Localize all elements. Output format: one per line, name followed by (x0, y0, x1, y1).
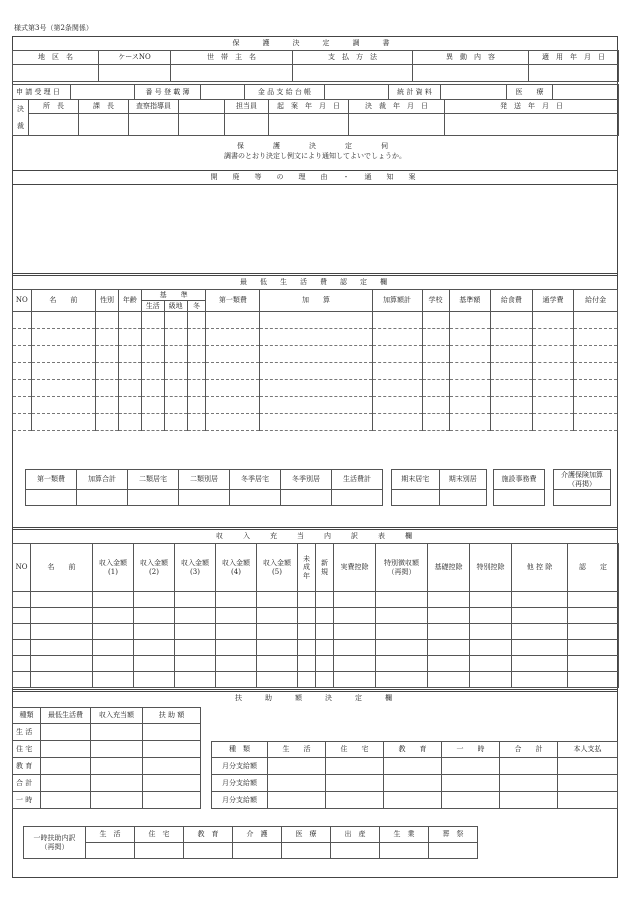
application-date-value[interactable] (71, 85, 135, 100)
period-table (391, 469, 487, 506)
aid-row-housing: 住 宅 (13, 741, 41, 758)
ledger-label: 金 品 支 給 台 帳 (245, 85, 325, 100)
aid-row-education: 教 育 (13, 758, 41, 775)
ledger-value[interactable] (325, 85, 389, 100)
change-content-label: 異 動 内 容 (413, 51, 529, 65)
registry-label: 番 号 登 載 簿 (135, 85, 201, 100)
inc-col-special-deduction: 特別控除 (470, 544, 512, 592)
mon-row-1: 月分支給額 (212, 758, 268, 775)
reason-text-area[interactable] (15, 187, 615, 271)
header-table (12, 50, 619, 82)
proposal-title: 保 護 決 定 伺 (237, 142, 393, 150)
table-row[interactable] (13, 640, 619, 656)
temporary-aid-table (23, 826, 478, 859)
aid-col-type: 種類 (13, 708, 41, 724)
aid-row-total: 合 計 (13, 775, 41, 792)
table-row[interactable] (13, 656, 619, 672)
col-base-amount: 基準額 (449, 290, 491, 312)
sum-type2-sep: 二類別居 (179, 470, 230, 490)
sum-life-total: 生活費計 (332, 470, 383, 490)
payment-method-label: 支 払 方 法 (293, 51, 413, 65)
decision-date-value[interactable] (349, 114, 445, 136)
table-row[interactable] (13, 592, 619, 608)
draft-date-label: 起 案 年 月 日 (269, 100, 349, 114)
registry-value[interactable] (201, 85, 245, 100)
temp-col-livelihood: 生 業 (380, 827, 429, 843)
table-row[interactable] (13, 329, 618, 346)
mon-col-temporary: 一 時 (442, 742, 500, 758)
application-date-label: 申 請 受 理 日 (13, 85, 71, 100)
caseworker-stamp[interactable] (225, 114, 269, 136)
section-chief-label: 課 長 (79, 100, 129, 114)
col-age: 年齢 (119, 290, 142, 312)
aid-row-life: 生 活 (13, 724, 41, 741)
send-date-value[interactable] (445, 114, 619, 136)
approval-table (12, 99, 619, 136)
form-id: 様式第3号（第2条関係） (14, 24, 93, 32)
inspector-label: 査察指導員 (129, 100, 179, 114)
mon-col-self-pay: 本人支払 (558, 742, 618, 758)
inc-col-basic-deduction: 基礎控除 (428, 544, 470, 592)
table-row[interactable] (13, 363, 618, 380)
payment-method-value[interactable] (293, 65, 413, 82)
inc-col-amt5: 収入金額 (5) (257, 544, 298, 592)
district-label: 地 区 名 (13, 51, 99, 65)
draft-date-value[interactable] (269, 114, 349, 136)
table-row[interactable] (13, 624, 619, 640)
case-no-label: ケースNO (99, 51, 171, 65)
temp-col-care: 介 護 (233, 827, 282, 843)
householder-value[interactable] (171, 65, 293, 82)
district-value[interactable] (13, 65, 99, 82)
table-row[interactable] (13, 608, 619, 624)
col-type1: 第一類費 (206, 290, 260, 312)
col-commute: 通学費 (532, 290, 574, 312)
mon-col-life: 生 活 (268, 742, 326, 758)
mon-col-total: 合 計 (500, 742, 558, 758)
care-table (553, 469, 611, 506)
temp-col-birth: 出 産 (331, 827, 380, 843)
table-row[interactable] (13, 414, 618, 431)
sum-addition: 加算合計 (77, 470, 128, 490)
aid-col-income: 収入充当額 (91, 708, 143, 724)
caseworker-label: 担当員 (225, 100, 269, 114)
form-frame (12, 36, 618, 878)
sum-period-sep: 期末別居 (439, 470, 487, 490)
inc-col-amt2: 収入金額 (2) (134, 544, 175, 592)
inspector-stamp[interactable] (129, 114, 179, 136)
facility-table (493, 469, 545, 506)
proposal-sub: 調書のとおり決定し例文により通知してよいでしょうか。 (224, 152, 406, 160)
aid-col-amount: 扶 助 額 (143, 708, 201, 724)
monthly-table (211, 741, 618, 809)
registry-table (12, 84, 619, 100)
inc-col-approval: 認 定 (568, 544, 619, 592)
approval-label: 決 裁 (13, 100, 29, 136)
col-standard: 基 準 (141, 290, 205, 301)
reason-title: 開 廃 等 の 理 由 ・ 通 知 案 (210, 173, 420, 181)
temp-col-life: 生 活 (86, 827, 135, 843)
temp-col-funeral: 葬 祭 (429, 827, 478, 843)
col-winter: 冬 (187, 301, 206, 312)
inc-col-new: 新 規 (316, 544, 334, 592)
summary-table (25, 469, 383, 506)
table-row[interactable] (13, 672, 619, 688)
inc-col-minor: 未 成 年 (298, 544, 316, 592)
mon-col-type: 種 類 (212, 742, 268, 758)
table-row[interactable] (13, 397, 618, 414)
director-stamp[interactable] (29, 114, 79, 136)
col-addition: 加 算 (260, 290, 372, 312)
mon-row-2: 月分支給額 (212, 775, 268, 792)
table-row[interactable] (13, 346, 618, 363)
statistics-label: 統 計 資 料 (389, 85, 441, 100)
case-no-value[interactable] (99, 65, 171, 82)
inc-col-amt3: 収入金額 (3) (175, 544, 216, 592)
apply-date-value[interactable] (529, 65, 619, 82)
temp-col-housing: 住 宅 (135, 827, 184, 843)
minlife-table (12, 289, 618, 431)
sum-type1: 第一類費 (26, 470, 77, 490)
col-life: 生活 (141, 301, 164, 312)
aid-col-minlife: 最低生活費 (41, 708, 91, 724)
statistics-value[interactable] (441, 85, 507, 100)
col-no: NO (13, 290, 32, 312)
minlife-title: 最 低 生 活 費 認 定 欄 (240, 278, 390, 286)
chief-stamp[interactable] (79, 114, 129, 136)
sum-period-home: 期末居宅 (392, 470, 440, 490)
mon-col-education: 教 育 (384, 742, 442, 758)
sum-type2-home: 二類居宅 (128, 470, 179, 490)
sum-facility: 施設事務費 (494, 470, 545, 490)
col-name: 名 前 (31, 290, 95, 312)
temp-aid-label: 一時扶助内訳 （再掲） (24, 827, 86, 859)
sum-care-insurance: 介護保険加算 （再掲） (554, 470, 611, 490)
col-benefit: 給付金 (574, 290, 618, 312)
sum-winter-sep: 冬季別居 (281, 470, 332, 490)
col-school: 学校 (422, 290, 449, 312)
send-date-label: 発 送 年 月 日 (445, 100, 619, 114)
col-sex: 性別 (96, 290, 119, 312)
inc-col-other-deduction: 他 控 除 (512, 544, 568, 592)
temp-col-medical: 医 療 (282, 827, 331, 843)
inc-col-amt1: 収入金額 (1) (93, 544, 134, 592)
col-addition-total: 加算額計 (372, 290, 422, 312)
col-grade: 級地 (164, 301, 187, 312)
income-title: 収 入 充 当 内 訳 表 欄 (216, 532, 414, 540)
inc-col-name: 名 前 (31, 544, 93, 592)
inc-col-special-collection: 特別徴収額 （再掲） (376, 544, 428, 592)
householder-label: 世 帯 主 名 (171, 51, 293, 65)
col-lunch: 給食費 (491, 290, 533, 312)
director-label: 所 長 (29, 100, 79, 114)
aid-title: 扶 助 額 決 定 欄 (235, 694, 395, 702)
table-row[interactable] (13, 380, 618, 397)
mon-col-housing: 住 宅 (326, 742, 384, 758)
decision-date-label: 決 裁 年 月 日 (349, 100, 445, 114)
sum-winter-home: 冬季居宅 (230, 470, 281, 490)
medical-value[interactable] (553, 85, 619, 100)
medical-label: 医 療 (507, 85, 553, 100)
form-title: 保 護 決 定 調 書 (232, 39, 398, 47)
apply-date-label: 適 用 年 月 日 (529, 51, 619, 65)
inc-col-no: NO (13, 544, 31, 592)
inc-col-amt4: 収入金額 (4) (216, 544, 257, 592)
aid-row-temporary: 一 時 (13, 792, 41, 809)
income-table (12, 543, 619, 688)
temp-col-education: 教 育 (184, 827, 233, 843)
inc-col-actual-deduction: 実費控除 (334, 544, 376, 592)
mon-row-3: 月分支給額 (212, 792, 268, 809)
table-row[interactable] (13, 312, 618, 329)
aid-table (12, 707, 201, 809)
change-content-value[interactable] (413, 65, 529, 82)
